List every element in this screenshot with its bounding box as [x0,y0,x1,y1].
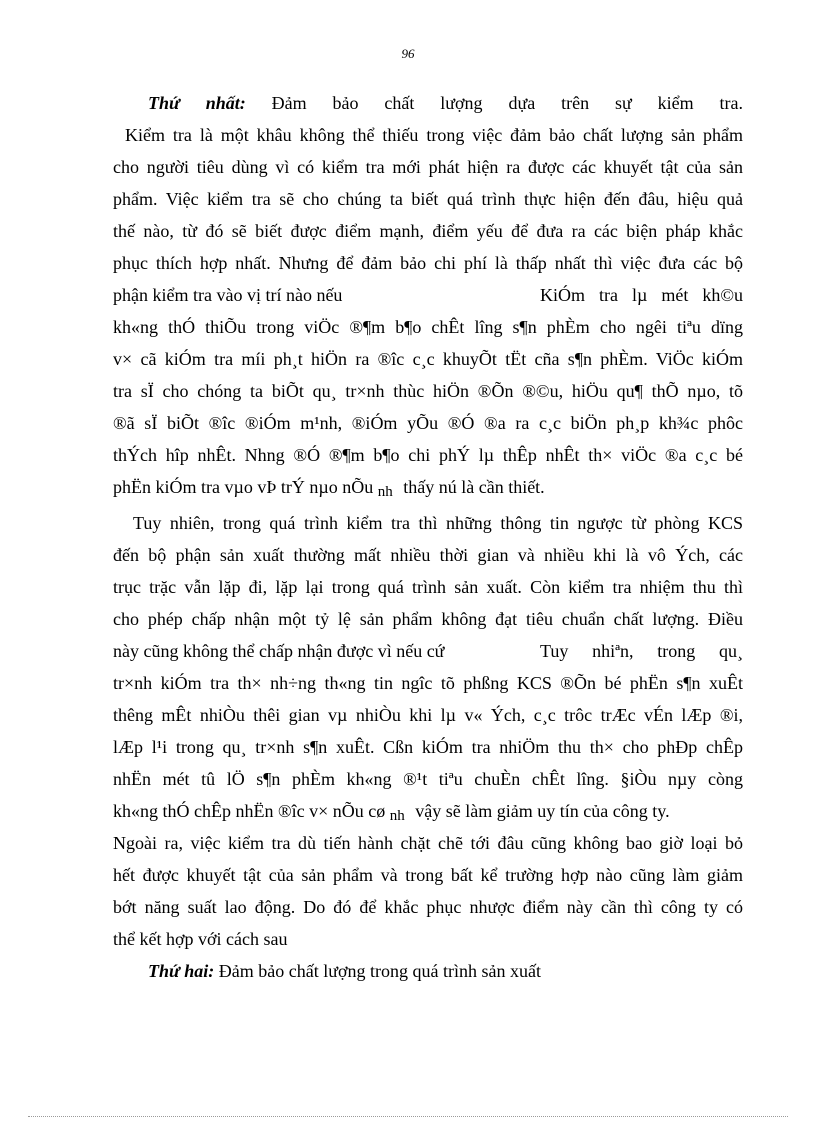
garbled-line: nhËn mét tû lÖ s¶n phÈm kh«ng ®¹t tiªu chuÈn chÊt lîng. §iÒu nµy còng [113,769,743,789]
page-bottom-rule [28,1116,788,1117]
page-number: 96 [401,46,415,61]
text-line: trục trặc vẫn lặp đi, lặp lại trong quá trình sản xuất. Còn kiểm tra nhiệm thu thì [113,577,743,597]
text-segment: thấy nú là cần thiết. [403,477,545,497]
garbled-line: tr×nh kiÓm tra th× nh÷ng th«ng tin ngîc tõ phßng KCS ®Õn bé phËn s¶n xuÊt [113,673,743,693]
text-line: bớt năng suất lao động. Do đó để khắc phục nhược điểm này cần thì công ty có [113,897,743,917]
garbled-line: lÆp l¹i trong qu¸ tr×nh s¶n xuÊt. Cßn kiÓm tra nhiÖm thu th× cho phÐp chÊp [113,737,743,757]
garbled-segment: kh«ng thÓ chÊp nhËn ®îc v× nÕu cø [113,801,386,821]
text-line: cho phép chấp nhận một tỷ lệ sản phẩm không đạt tiêu chuẩn chất lượng. Điều [113,609,743,629]
mixed-line [113,796,743,826]
mixed-line [113,472,743,502]
heading-text: Đảm bảo chất lượng trong quá trình sản xuất [218,961,541,981]
paragraph-heading-2 [148,956,743,986]
text-segment: này cũng không thể chấp nhận được vì nếu cứ [113,641,445,661]
text-line: thể kết hợp với cách sau [113,929,288,949]
text-line: Kiểm tra là một khâu không thể thiếu trong việc đảm bảo chất lượng sản phẩm [125,125,743,145]
split-line [113,280,743,310]
text-line: Ngoài ra, việc kiểm tra dù tiến hành chặt chẽ tới đâu cũng không bao giờ loại bỏ [113,833,743,853]
text-line: phục thích hợp nhất. Nhưng để đảm bảo chi phí là thấp nhất thì việc đưa các bộ [113,253,743,273]
heading-label: Thứ hai: [148,961,215,981]
garbled-line: tra sÏ cho chóng ta biÕt qu¸ tr×nh thùc hiÖn ®Õn ®©u, hiÖu qu¶ thÕ nµo, tõ [113,381,743,401]
garbled-line: thêng mÊt nhiÒu thêi gian vµ nhiÒu khi lµ v« Ých, c¸c trôc trÆc vÉn lÆp ®i, [113,705,743,725]
garbled-line: v× cã kiÓm tra míi ph¸t hiÖn ra ®îc c¸c khuyÕt tËt cña s¶n phÈm. ViÖc kiÓm [113,349,743,369]
garbled-segment: KiÓm tra lµ mét kh©u [540,285,743,305]
text-line: đến bộ phận sản xuất thường mất nhiều thời gian và nhiều khi là vô Ých, các [113,545,743,565]
garbled-line: ®ã sÏ biÕt ®îc ®iÓm m¹nh, ®iÓm yÕu ®Ó ®a ra c¸c biÖn ph¸p kh¾c phôc [113,413,743,433]
garbled-segment: Tuy nhiªn, trong qu¸ [540,641,743,661]
garbled-segment: phËn kiÓm tra vµo vÞ trÝ nµo nÕu [113,477,374,497]
heading-text: Đảm bảo chất lượng dựa trên sự kiểm tra. [271,93,744,113]
garbled-line: thÝch hîp nhÊt. Nhng ®Ó ®¶m b¶o chi phÝ lµ thÊp nhÊt th× viÖc ®a c¸c bé [113,445,743,465]
text-segment: phận kiểm tra vào vị trí nào nếu [113,285,343,305]
text-line: hết được khuyết tật của sản phẩm và trong bất kể trường hợp nào cũng làm giảm [113,865,743,885]
paragraph-heading-1 [148,88,743,118]
split-line [113,636,743,666]
text-line: thế nào, từ đó sẽ biết được điểm mạnh, điểm yếu để đưa ra các biện pháp khắc [113,221,743,241]
garbled-subscript: nh [389,808,405,824]
text-segment: vậy sẽ làm giảm uy tín của công ty. [415,801,670,821]
garbled-line: kh«ng thÓ thiÕu trong viÖc ®¶m b¶o chÊt lîng s¶n phÈm cho ngêi tiªu dïng [113,317,743,337]
heading-label: Thứ nhất: [148,93,246,113]
text-line: cho người tiêu dùng vì có kiểm tra mới phát hiện ra được các khuyết tật của sản [113,157,743,177]
text-line: Tuy nhiên, trong quá trình kiểm tra thì những thông tin ngược từ phòng KCS [133,513,743,533]
garbled-subscript: nh [377,484,393,500]
text-line: phẩm. Việc kiểm tra sẽ cho chúng ta biết quá trình thực hiện đến đâu, hiệu quả [113,189,743,209]
